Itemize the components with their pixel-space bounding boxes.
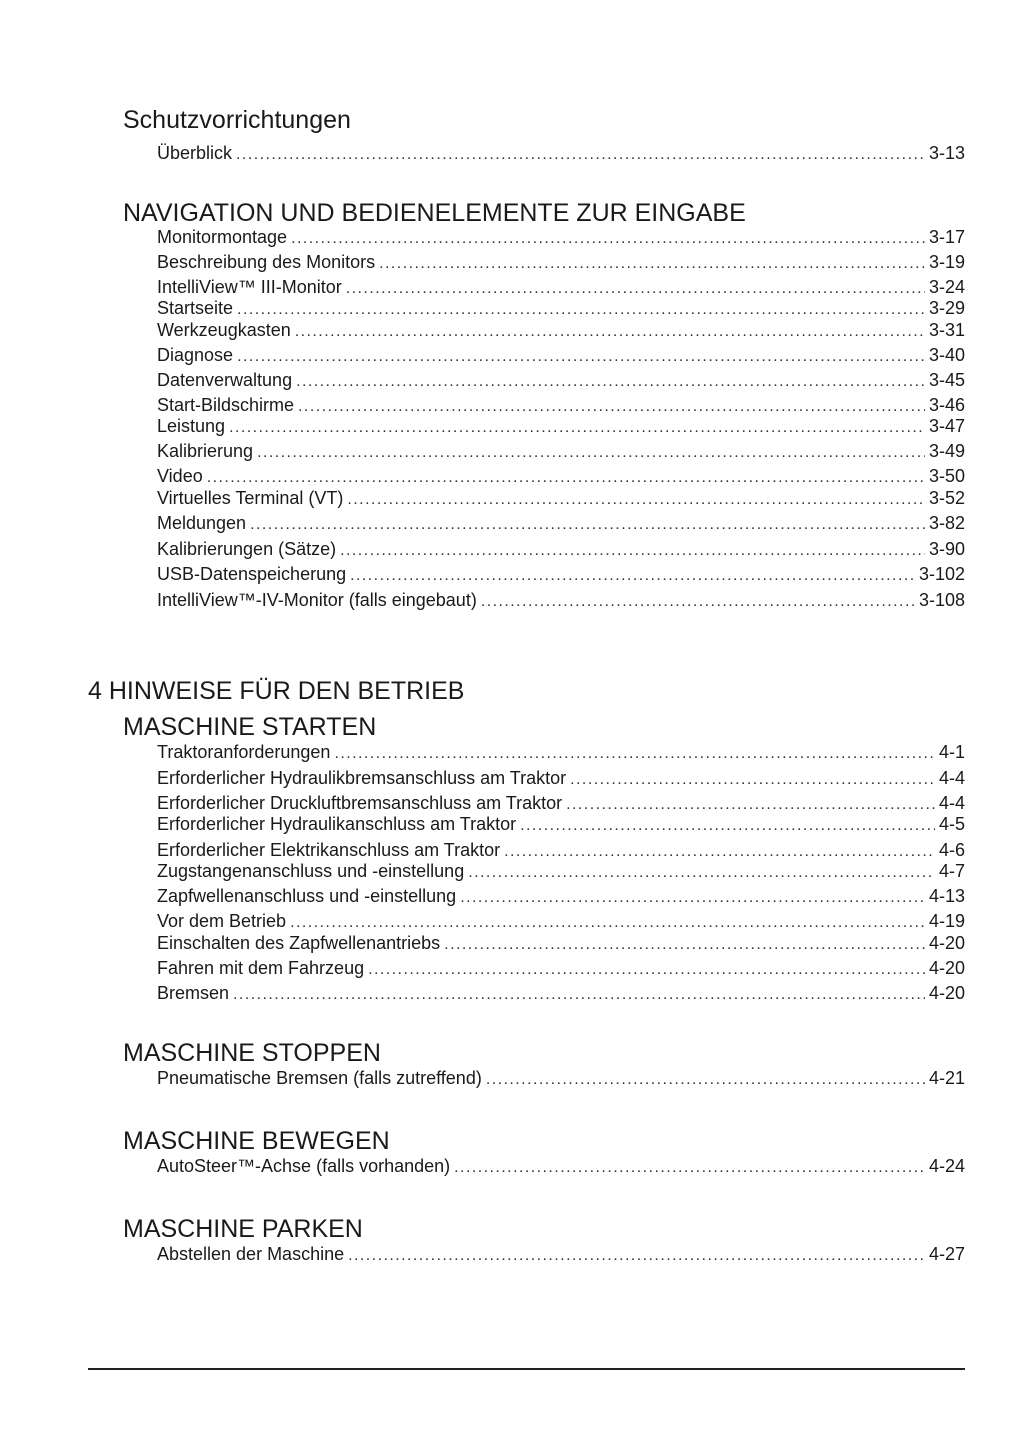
dot-leader — [348, 1245, 925, 1267]
toc-entry[interactable] — [157, 813, 965, 835]
toc-entry-page: 4-27 — [928, 1244, 965, 1264]
toc-entry-label: Zugstangenanschluss und -einstellung — [157, 861, 465, 881]
toc-entry[interactable] — [157, 910, 965, 932]
toc-entry-page: 4-5 — [938, 814, 965, 834]
toc-entry-page: 3-17 — [928, 227, 965, 247]
dot-leader — [207, 467, 925, 489]
toc-entry-page: 3-24 — [928, 277, 965, 297]
toc-entry[interactable] — [157, 344, 965, 366]
toc-entry-label: Erforderlicher Hydraulikbremsanschluss am Traktor — [157, 768, 567, 788]
dot-leader — [250, 514, 925, 536]
toc-entry-label: Überblick — [157, 143, 233, 163]
dot-leader — [237, 299, 925, 321]
toc-entry[interactable] — [157, 415, 965, 437]
toc-entry-page: 4-1 — [938, 742, 965, 762]
dot-leader — [520, 815, 935, 837]
toc-entry-label: Traktoranforderungen — [157, 742, 331, 762]
dot-leader — [229, 417, 925, 439]
toc-entry-label: Kalibrierungen (Sätze) — [157, 539, 337, 559]
dot-leader — [233, 984, 925, 1006]
toc-entry[interactable] — [157, 251, 965, 273]
dot-leader — [290, 912, 925, 934]
dot-leader — [295, 321, 925, 343]
toc-entry[interactable] — [157, 226, 965, 248]
dot-leader — [334, 743, 935, 765]
toc-entry-label: Diagnose — [157, 345, 234, 365]
toc-entry-page: 4-20 — [928, 983, 965, 1003]
toc-entry-label: Zapfwellenanschluss und -einstellung — [157, 886, 457, 906]
toc-entry[interactable] — [157, 369, 965, 391]
toc-entry-page: 4-4 — [938, 768, 965, 788]
toc-entry-label: Video — [157, 466, 203, 486]
dot-leader — [236, 144, 925, 166]
section-title-maschine-parken: MASCHINE PARKEN — [123, 1215, 363, 1243]
section-title-maschine-stoppen: MASCHINE STOPPEN — [123, 1039, 381, 1067]
toc-entry-label: Meldungen — [157, 513, 247, 533]
toc-entry-label: IntelliView™ III-Monitor — [157, 277, 342, 297]
toc-entry-label: IntelliView™-IV-Monitor (falls eingebaut) — [157, 590, 477, 610]
dot-leader — [481, 591, 915, 613]
dot-leader — [460, 887, 925, 909]
toc-entry-label: Leistung — [157, 416, 226, 436]
toc-entry-page: 3-50 — [928, 466, 965, 486]
toc-entry[interactable] — [157, 932, 965, 954]
toc-entry-page: 4-20 — [928, 958, 965, 978]
toc-entry[interactable] — [157, 297, 965, 319]
toc-entry-label: USB-Datenspeicherung — [157, 564, 347, 584]
toc-entry-label: AutoSteer™-Achse (falls vorhanden) — [157, 1156, 451, 1176]
section-title-maschine-starten: MASCHINE STARTEN — [123, 713, 377, 741]
toc-entry-page: 3-40 — [928, 345, 965, 365]
toc-entry-label: Virtuelles Terminal (VT) — [157, 488, 344, 508]
toc-entry-label: Vor dem Betrieb — [157, 911, 287, 931]
section-title-navigation: NAVIGATION UND BEDIENELEMENTE ZUR EINGABE — [123, 199, 746, 227]
toc-entry-label: Einschalten des Zapfwellenantriebs — [157, 933, 441, 953]
toc-entry-page: 3-46 — [928, 395, 965, 415]
toc-entry[interactable] — [157, 792, 965, 814]
toc-entry[interactable] — [157, 767, 965, 789]
toc-entry-label: Datenverwaltung — [157, 370, 293, 390]
toc-entry[interactable] — [157, 839, 965, 861]
toc-entry-label: Werkzeugkasten — [157, 320, 291, 340]
toc-entry-page: 4-13 — [928, 886, 965, 906]
toc-entry[interactable] — [157, 319, 965, 341]
toc-entry[interactable] — [157, 885, 965, 907]
toc-entry-page: 4-6 — [938, 840, 965, 860]
toc-entry-label: Pneumatische Bremsen (falls zutreffend) — [157, 1068, 482, 1088]
dot-leader — [379, 253, 925, 275]
toc-entry-label: Abstellen der Maschine — [157, 1244, 345, 1264]
dot-leader — [368, 959, 925, 981]
toc-entry-label: Bremsen — [157, 983, 230, 1003]
toc-entry-page: 4-4 — [938, 793, 965, 813]
toc-entry[interactable] — [157, 957, 965, 979]
toc-entry-page: 3-45 — [928, 370, 965, 390]
dot-leader — [444, 934, 925, 956]
toc-entry[interactable] — [157, 741, 965, 763]
toc-entry[interactable] — [157, 563, 965, 585]
toc-entry[interactable] — [157, 982, 965, 1004]
toc-entry-page: 3-49 — [928, 441, 965, 461]
toc-entry[interactable] — [157, 512, 965, 534]
toc-entry[interactable] — [157, 440, 965, 462]
toc-entry[interactable] — [157, 1155, 965, 1177]
toc-entry-label: Monitormontage — [157, 227, 288, 247]
toc-entry-label: Fahren mit dem Fahrzeug — [157, 958, 365, 978]
dot-leader — [291, 228, 925, 250]
dot-leader — [296, 371, 925, 393]
dot-leader — [340, 540, 925, 562]
section-title-maschine-bewegen: MASCHINE BEWEGEN — [123, 1127, 390, 1155]
toc-entry-page: 3-31 — [928, 320, 965, 340]
toc-entry-label: Erforderlicher Druckluftbremsanschluss am Traktor — [157, 793, 563, 813]
toc-entry-page: 4-24 — [928, 1156, 965, 1176]
dot-leader — [570, 769, 935, 791]
toc-entry[interactable] — [157, 465, 965, 487]
toc-entry[interactable] — [157, 860, 965, 882]
toc-entry-page: 4-20 — [928, 933, 965, 953]
toc-entry-page: 4-21 — [928, 1068, 965, 1088]
dot-leader — [486, 1069, 925, 1091]
dot-leader — [237, 346, 925, 368]
toc-entry[interactable] — [157, 394, 965, 416]
toc-entry-label: Kalibrierung — [157, 441, 254, 461]
toc-entry-page: 3-13 — [928, 143, 965, 163]
dot-leader — [454, 1157, 925, 1179]
chapter-title: 4 HINWEISE FÜR DEN BETRIEB — [88, 677, 465, 705]
toc-entry-label: Beschreibung des Monitors — [157, 252, 376, 272]
toc-entry[interactable] — [157, 276, 965, 298]
toc-entry-label: Erforderlicher Elektrikanschluss am Traktor — [157, 840, 501, 860]
toc-entry-label: Start-Bildschirme — [157, 395, 295, 415]
toc-entry-page: 3-47 — [928, 416, 965, 436]
toc-entry-page: 4-7 — [938, 861, 965, 881]
toc-entry-page: 3-90 — [928, 539, 965, 559]
toc-entry-label: Erforderlicher Hydraulikanschluss am Traktor — [157, 814, 517, 834]
footer-rule — [88, 1368, 965, 1370]
toc-entry-label: Startseite — [157, 298, 234, 318]
toc-entry[interactable] — [157, 589, 965, 611]
toc-entry-page: 3-108 — [918, 590, 965, 610]
toc-entry-page: 3-82 — [928, 513, 965, 533]
toc-entry[interactable] — [157, 1243, 965, 1265]
section-title-schutzvorrichtungen: Schutzvorrichtungen — [123, 106, 351, 134]
toc-entry[interactable] — [157, 487, 965, 509]
dot-leader — [468, 862, 935, 884]
toc-entry-page: 3-102 — [918, 564, 965, 584]
toc-entry-page: 3-19 — [928, 252, 965, 272]
dot-leader — [350, 565, 915, 587]
toc-entry[interactable] — [157, 1067, 965, 1089]
toc-entry[interactable] — [157, 142, 965, 164]
toc-entry-page: 3-52 — [928, 488, 965, 508]
toc-entry-page: 4-19 — [928, 911, 965, 931]
toc-entry[interactable] — [157, 538, 965, 560]
dot-leader — [257, 442, 925, 464]
toc-entry-page: 3-29 — [928, 298, 965, 318]
dot-leader — [347, 489, 925, 511]
